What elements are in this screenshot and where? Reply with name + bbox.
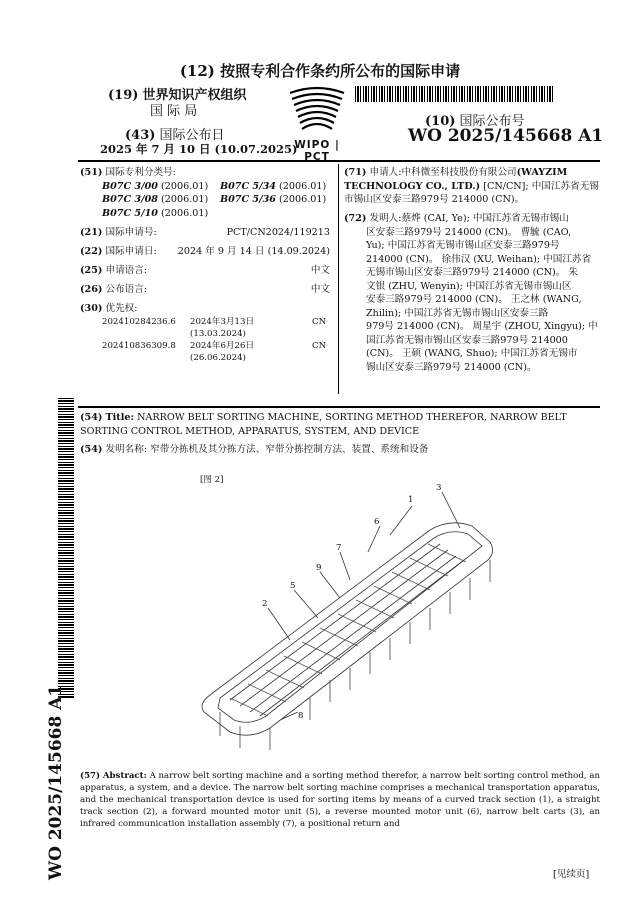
figure-label-7: 7 <box>336 543 342 553</box>
inventors-section: (72) 发明人:蔡烨 (CAI, Ye); 中国江苏省无锡市锡山 区安泰三路979号 214000 (CN)。 曹毓 (CAO, Yu); 中国江苏省无锡市锡山区安泰三路979号 214000 (CN)。 徐伟汉 (XU, Weihan); 中国江苏省 无锡市锡山区安泰三路979号 214000 (CN)。 朱 文银 (ZHU, Wenyin); 中国江苏省无锡市锡山区 安泰三路979号 214000 (CN)。 王之林 (WANG, Zhilin); 中国江苏省无锡市锡山区安泰三路 979号 214000 (CN)。 周星宇 (ZHOU, Xingyu); 中 国江苏省无锡市锡山区安泰三路979号 214000 (CN)。 王硕 (WANG, Shuo); 中国江苏省无锡市 锡山区安泰三路979号 214000 (CN)。 <box>344 213 598 373</box>
figure-caption: [图 2] <box>200 475 224 485</box>
ipc-item: B07C 5/34 (2006.01) <box>220 180 327 192</box>
organization-name: (19) 世界知识产权组织 <box>108 88 247 103</box>
side-barcode <box>58 398 74 698</box>
title-chinese: (54) 发明名称: 窄带分拣机及其分拣方法、窄带分拣控制方法、装置、系统和设备 <box>80 444 429 455</box>
figure-label-2: 2 <box>262 599 268 609</box>
ipc-item: B07C 3/00 (2006.01) <box>102 180 209 192</box>
organization-subname: 国 际 局 <box>150 104 198 119</box>
ipc-section: (51) 国际专利分类号: B07C 3/00 (2006.01) B07C 5/34 (2006.01) B07C 3/08 (2006.01) B07C 5/36 (2006.01) B07C 5/10 (2006.01) <box>80 166 330 220</box>
publication-date: 2025 年 7 月 10 日 (10.07.2025) <box>100 142 298 156</box>
publication-date-label: (43) 国际公布日 <box>125 128 225 143</box>
title-english: (54) Title: NARROW BELT SORTING MACHINE, SORTING METHOD THEREFOR, NARROW BELT SORTING CONTROL METHOD, APPARATUS, SYSTEM, AND DEVICE <box>80 412 567 437</box>
publication-language: (26) 公布语言: 中文 <box>80 284 330 295</box>
column-divider <box>338 164 339 394</box>
figure-label-9: 9 <box>316 563 322 573</box>
document-type-heading: (12) 按照专利合作条约所公布的国际申请 <box>179 62 461 80</box>
publication-number: WO 2025/145668 A1 <box>408 126 604 146</box>
wipo-pct-text: WIPO | PCT <box>294 139 340 163</box>
side-publication-number: WO 2025/145668 A1 <box>46 684 66 880</box>
filing-date: (22) 国际申请日: 2024 年 9 月 14 日 (14.09.2024) <box>80 246 330 257</box>
priority-section: (30) 优先权: 202410284236.6 2024年3月13日 (13.03.2024) CN 202410836309.8 2024年6月26日 (26.06.2024) CN <box>80 303 327 363</box>
figure-drawing <box>190 480 520 755</box>
barcode <box>355 86 555 102</box>
figure-label-1: 1 <box>408 495 414 505</box>
applicant-section: (71) 申请人:中科微至科技股份有限公司(WAYZIM TECHNOLOGY CO., LTD.) [CN/CN]; 中国江苏省无锡市锡山区安泰三路979号 214000 (CN)。 <box>344 167 599 205</box>
title-divider <box>78 406 600 408</box>
ipc-item: B07C 5/36 (2006.01) <box>220 194 327 205</box>
figure-label-8: 8 <box>298 711 304 721</box>
figure-label-3: 3 <box>436 483 442 493</box>
header-divider <box>78 160 600 162</box>
wipo-logo <box>282 85 352 163</box>
publication-number-label: (10) 国际公布号 <box>425 114 525 129</box>
filing-language: (25) 申请语言: 中文 <box>80 265 330 276</box>
ipc-item: B07C 3/08 (2006.01) <box>102 194 209 205</box>
application-number: (21) 国际申请号: PCT/CN2024/119213 <box>80 227 330 238</box>
continued-note: [见续页] <box>553 869 590 880</box>
figure-label-5: 5 <box>290 581 296 591</box>
ipc-item: B07C 5/10 (2006.01) <box>102 207 209 219</box>
abstract: (57) Abstract: A narrow belt sorting machine and a sorting method therefor, a narrow belt sorting control method, an apparatus, a system, and a device. The narrow belt sorting machine comprises a mechanical transportation apparatus, and the mechanical transportation device is used for sorting items by means of a curved track section (1), a straight track section (2), a forward mounted motor unit (5), a reverse mounted motor unit (6), narrow belt carts (3), an infrared communication installation assembly (7), a positional return and <box>80 771 600 829</box>
figure-label-6: 6 <box>374 517 380 527</box>
